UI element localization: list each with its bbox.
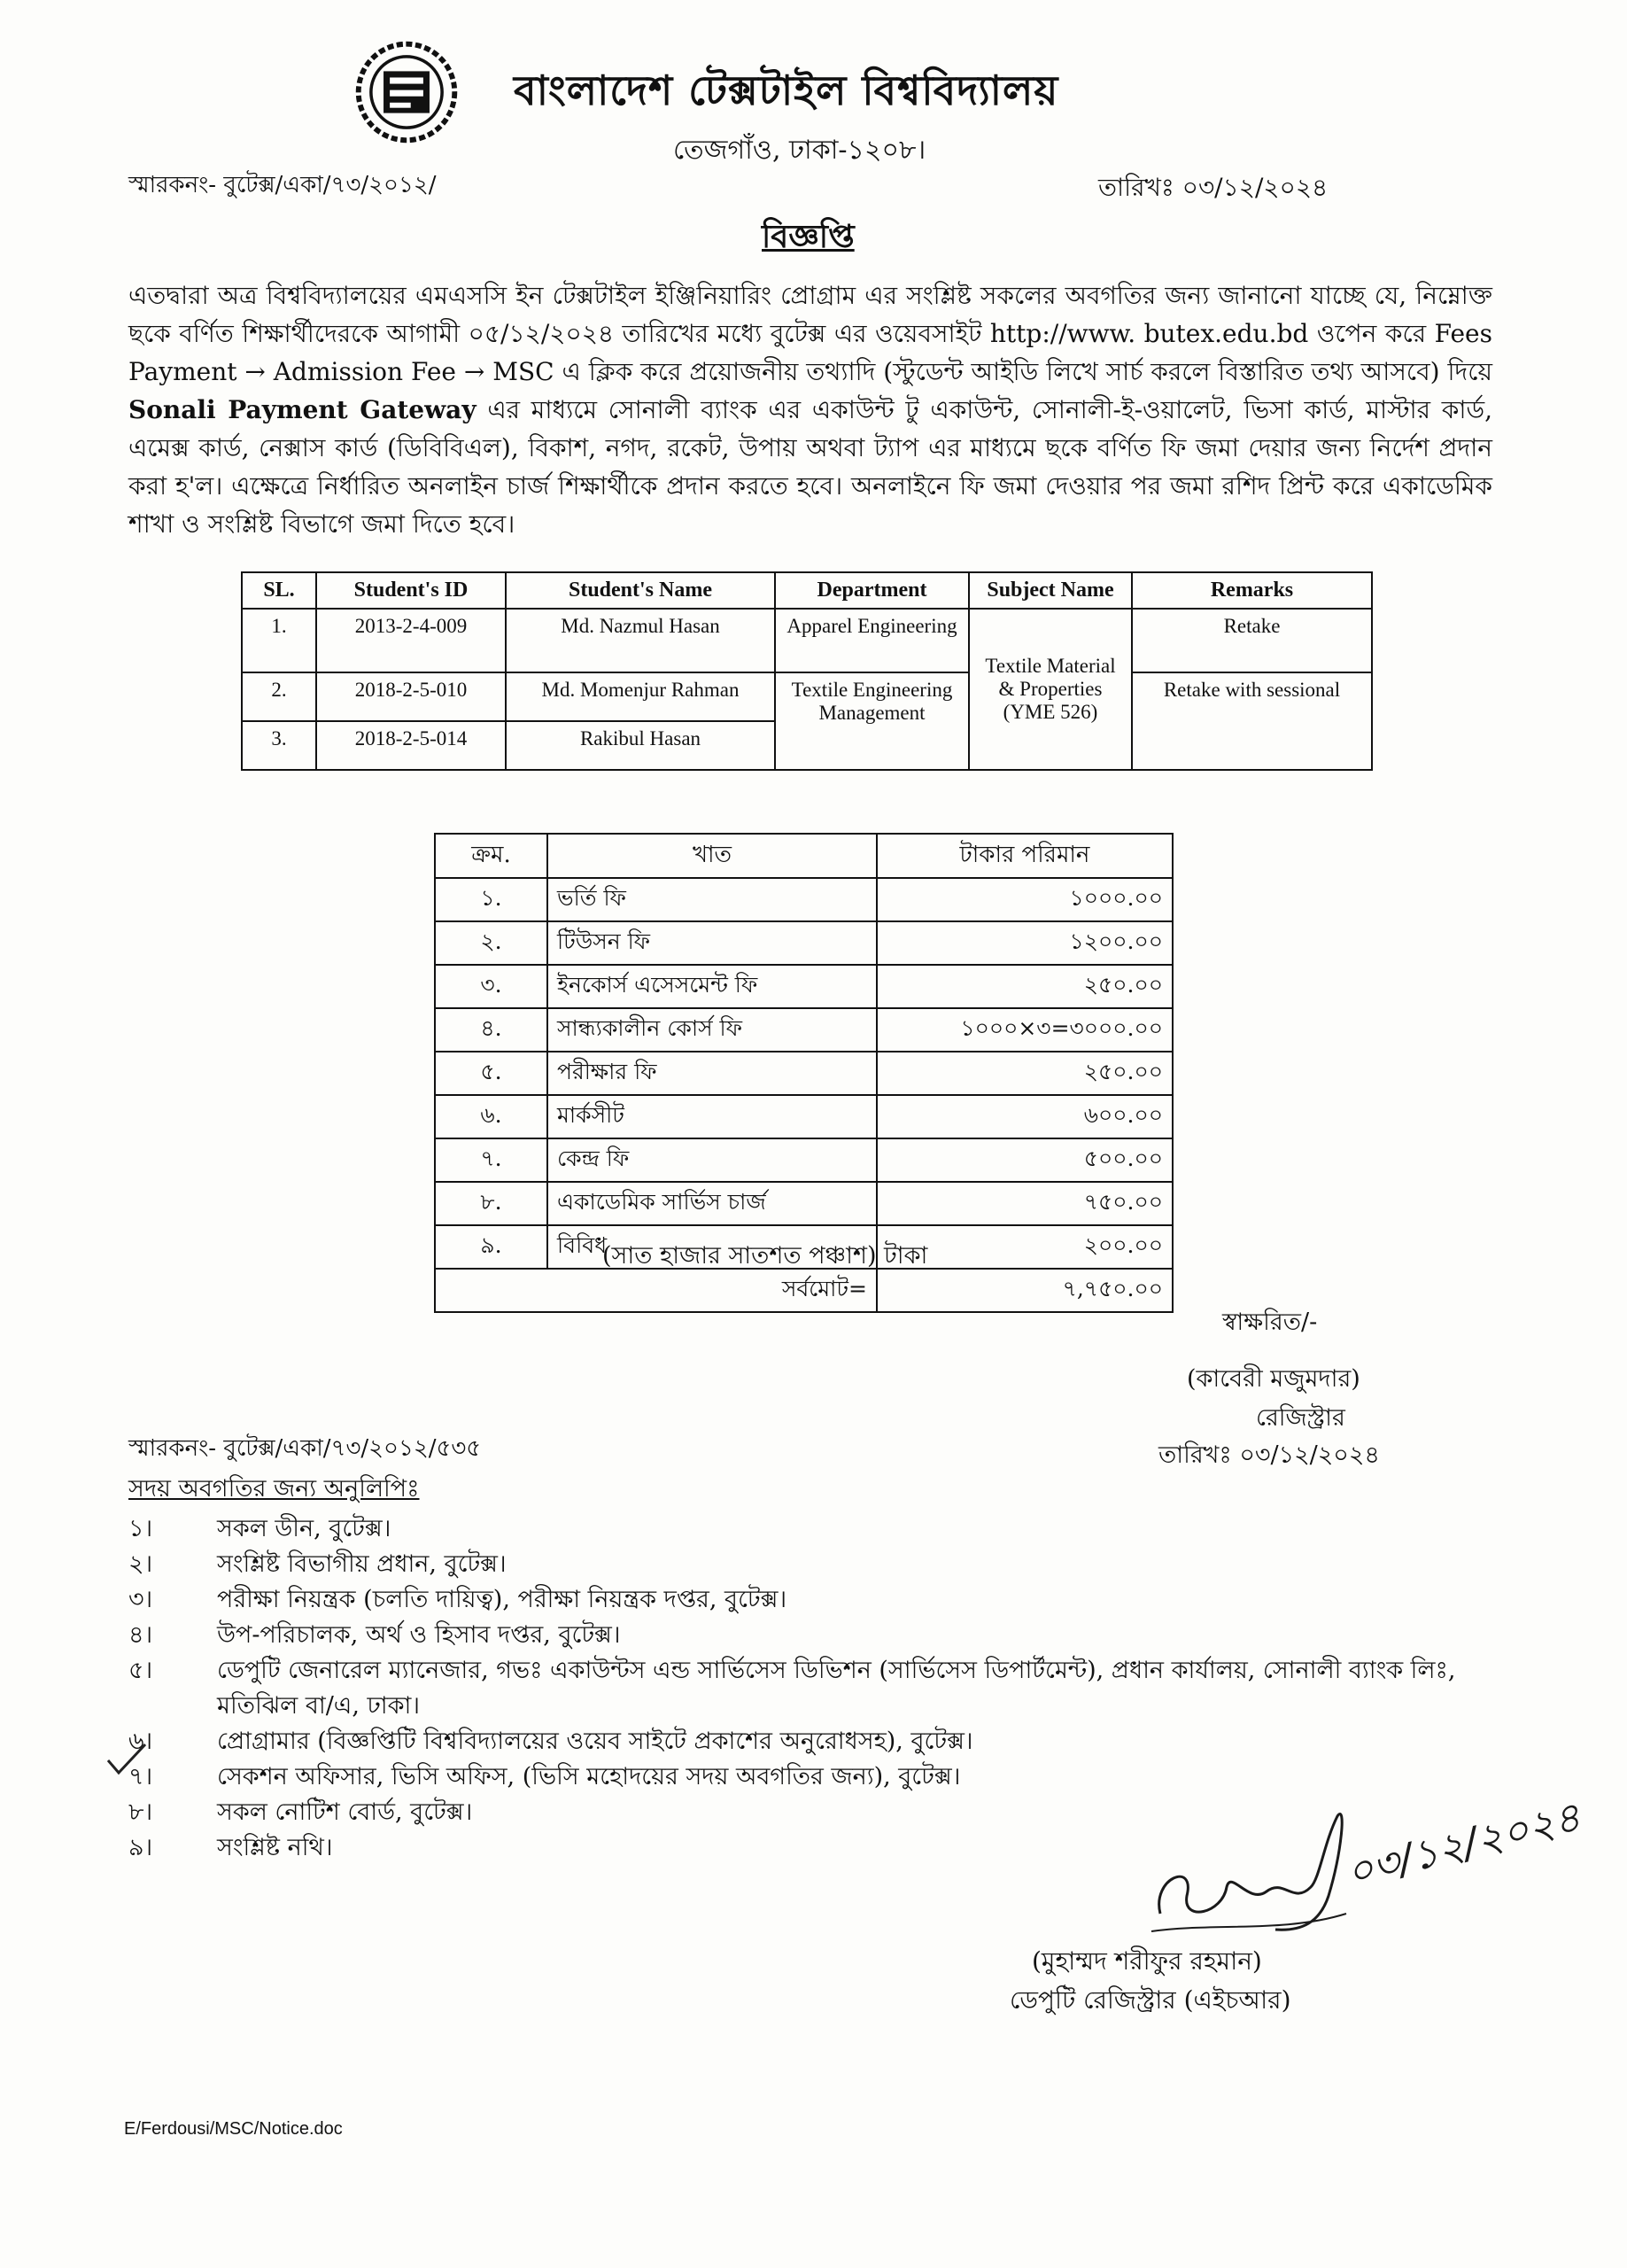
cell-department: Apparel Engineering	[775, 609, 969, 672]
col-header-subject: Subject Name	[969, 572, 1132, 609]
table-row	[435, 1182, 1173, 1225]
col-header-item: খাত	[547, 834, 877, 878]
list-item-text: ডেপুটি জেনারেল ম্যানেজার, গভঃ একাউন্টস এন্ড সার্ভিসেস ডিভিশন (সার্ভিসেস ডিপার্টমেন্ট), প্রধান কার্যালয়, সোনালী ব্যাংক লিঃ, মতিঝিল বা/এ, ঢাকা।	[217, 1657, 1456, 1720]
university-name: বাংলাদেশ টেক্সটাইল বিশ্ববিদ্যালয়	[514, 66, 1059, 114]
list-item	[128, 1511, 1510, 1547]
signed-label: স্বাক্ষরিত/-	[1222, 1309, 1318, 1336]
cell-item: বিবিধ	[547, 1225, 877, 1269]
list-item	[128, 1547, 1510, 1582]
list-item-number: ১।	[128, 1515, 153, 1542]
cell-amount: ৭৫০.০০	[877, 1182, 1173, 1225]
cell-sl: 2.	[242, 672, 316, 721]
list-item	[128, 1582, 1510, 1618]
list-item-number: ৪।	[128, 1621, 153, 1649]
students-table	[241, 571, 1373, 771]
list-item	[128, 1653, 1510, 1724]
copy-memo-number: স্মারকনং- বুটেক্স/একা/৭৩/২০১২/৫৩৫	[128, 1435, 482, 1462]
table-row	[242, 672, 1372, 721]
cell-amount: ১২০০.০০	[877, 921, 1173, 965]
cell-amount: ১০০০×৩=৩০০০.০০	[877, 1008, 1173, 1052]
cell-serial: ৬.	[435, 1095, 547, 1138]
cell-sl: 1.	[242, 609, 316, 672]
cell-remarks: Retake with sessional	[1132, 672, 1372, 770]
cell-serial: ১.	[435, 878, 547, 921]
table-row	[435, 921, 1173, 965]
cell-remarks: Retake	[1132, 609, 1372, 672]
deputy-registrar-designation: ডেপুটি রেজিস্ট্রার (এইচআর)	[1010, 1985, 1291, 2015]
registrar-name: (কাবেরী মজুমদার)	[1187, 1365, 1360, 1393]
handwritten-signature	[1143, 1781, 1585, 1958]
cell-serial: ৯.	[435, 1225, 547, 1269]
cell-student-id: 2018-2-5-014	[316, 721, 506, 770]
checkmark-icon	[105, 1743, 149, 1778]
cell-student-name: Rakibul Hasan	[506, 721, 775, 770]
notice-title: বিজ্ঞপ্তি	[762, 218, 855, 255]
table-header-row	[435, 834, 1173, 878]
cell-amount: ২৫০.০০	[877, 965, 1173, 1008]
list-item-text: সংশ্লিষ্ট নথি।	[217, 1834, 333, 1861]
list-item-number: ৬।	[128, 1728, 153, 1755]
cell-serial: ২.	[435, 921, 547, 965]
cell-serial: ৫.	[435, 1052, 547, 1095]
cell-student-name: Md. Nazmul Hasan	[506, 609, 775, 672]
cell-item: ভর্তি ফি	[547, 878, 877, 921]
table-row	[435, 1052, 1173, 1095]
table-row	[435, 965, 1173, 1008]
cell-subject: Textile Material & Properties (YME 526)	[969, 609, 1132, 770]
copy-title: সদয় অবগতির জন্য অনুলিপিঃ	[128, 1475, 420, 1503]
list-item-text: সেকশন অফিসার, ভিসি অফিস, (ভিসি মহোদয়ের সদয় অবগতির জন্য), বুটেক্স।	[217, 1763, 961, 1790]
cell-item: একাডেমিক সার্ভিস চার্জ	[547, 1182, 877, 1225]
col-header-sl: SL.	[242, 572, 316, 609]
handwritten-date: ০৩/১২/২০২৪	[1341, 1791, 1585, 1897]
list-item-text: প্রোগ্রামার (বিজ্ঞপ্তিটি বিশ্ববিদ্যালয়ের ওয়েব সাইটে প্রকাশের অনুরোধসহ), বুটেক্স।	[217, 1728, 973, 1755]
registrar-designation: রেজিস্ট্রার	[1256, 1404, 1345, 1432]
list-item-number: ৩।	[128, 1586, 153, 1613]
list-item-text: পরীক্ষা নিয়ন্ত্রক (চলতি দায়িত্ব), পরীক্ষা নিয়ন্ত্রক দপ্তর, বুটেক্স।	[217, 1586, 787, 1613]
cell-serial: ৭.	[435, 1138, 547, 1182]
cell-item: সান্ধ্যকালীন কোর্স ফি	[547, 1008, 877, 1052]
cell-amount: ৬০০.০০	[877, 1095, 1173, 1138]
cell-item: মার্কসীট	[547, 1095, 877, 1138]
cell-student-name: Md. Momenjur Rahman	[506, 672, 775, 721]
list-item	[128, 1618, 1510, 1653]
table-row	[435, 1008, 1173, 1052]
notice-body	[128, 276, 1492, 543]
table-row	[242, 609, 1372, 672]
list-item-text: সকল ডীন, বুটেক্স।	[217, 1515, 391, 1542]
list-item-text: উপ-পরিচালক, অর্থ ও হিসাব দপ্তর, বুটেক্স।	[217, 1621, 621, 1649]
cell-serial: ৪.	[435, 1008, 547, 1052]
list-item	[128, 1724, 1510, 1759]
cell-department: Textile Engineering Management	[775, 672, 969, 770]
list-item-number: ৭।	[128, 1763, 153, 1790]
payment-gateway-name: Sonali Payment Gateway	[128, 395, 476, 424]
file-path-footer: E/Ferdousi/MSC/Notice.doc	[124, 2119, 343, 2139]
col-header-remarks: Remarks	[1132, 572, 1372, 609]
col-header-serial: ক্রম.	[435, 834, 547, 878]
col-header-student-name: Student's Name	[506, 572, 775, 609]
university-address: তেজগাঁও, ঢাকা-১২০৮।	[673, 135, 926, 166]
cell-amount: ৫০০.০০	[877, 1138, 1173, 1182]
university-crest-icon	[354, 40, 459, 144]
table-row	[435, 1095, 1173, 1138]
total-amount: ৭,৭৫০.০০	[877, 1269, 1173, 1312]
cell-student-id: 2018-2-5-010	[316, 672, 506, 721]
cell-item: কেন্দ্র ফি	[547, 1138, 877, 1182]
table-row	[435, 1138, 1173, 1182]
notice-date: তারিখঃ ০৩/১২/২০২৪	[1098, 173, 1329, 202]
total-label: সর্বমোট=	[435, 1269, 877, 1312]
cell-amount: ২৫০.০০	[877, 1052, 1173, 1095]
col-header-department: Department	[775, 572, 969, 609]
notice-body-part1: এতদ্বারা অত্র বিশ্ববিদ্যালয়ের এমএসসি ইন টেক্সটাইল ইঞ্জিনিয়ারিং প্রোগ্রাম এর সংশ্লিষ্ট সকলের অবগতির জন্য জানানো যাচ্ছে যে, নিম্নোক্ত ছকে বর্ণিত শিক্ষার্থীদেরকে আগামী ০৫/১২/২০২৪ তারিখের মধ্যে বুটেক্স এর ওয়েবসাইট http://www. butex.edu.bd ওপেন করে Fees Payment → Admission Fee → MSC এ ক্লিক করে প্রয়োজনীয় তথ্যাদি (স্টুডেন্ট আইডি লিখে সার্চ করলে বিস্তারিত তথ্য আসবে) দিয়ে	[128, 281, 1492, 386]
list-item-text: সকল নোটিশ বোর্ড, বুটেক্স।	[217, 1798, 473, 1826]
col-header-amount: টাকার পরিমান	[877, 834, 1173, 878]
amount-in-words: (সাত হাজার সাতশত পঞ্চাশ) টাকা	[602, 1242, 928, 1270]
cell-item: ইনকোর্স এসেসমেন্ট ফি	[547, 965, 877, 1008]
list-item-number: ২।	[128, 1550, 153, 1578]
cell-sl: 3.	[242, 721, 316, 770]
cell-amount: ১০০০.০০	[877, 878, 1173, 921]
col-header-student-id: Student's ID	[316, 572, 506, 609]
notice-body-part2: এর মাধ্যমে সোনালী ব্যাংক এর একাউন্ট টু একাউন্ট, সোনালী-ই-ওয়ালেট, ভিসা কার্ড, মাস্টার কার্ড, এমেক্স কার্ড, নেক্সাস কার্ড (ডিবিবিএল), বিকাশ, নগদ, রকেট, উপায় অথবা ট্যাপ এর মাধ্যমে ছকে বর্ণিত ফি জমা দেয়ার জন্য নির্দেশ প্রদান করা হ'ল। এক্ষেত্রে নির্ধারিত অনলাইন চার্জ শিক্ষার্থীকে প্রদান করতে হবে। অনলাইনে ফি জমা দেওয়ার পর জমা রশিদ প্রিন্ট করে একাডেমিক শাখা ও সংশ্লিষ্ট বিভাগে জমা দিতে হবে।	[128, 395, 1492, 539]
cell-serial: ৮.	[435, 1182, 547, 1225]
list-item-text: সংশ্লিষ্ট বিভাগীয় প্রধান, বুটেক্স।	[217, 1550, 507, 1578]
cell-amount: ২০০.০০	[877, 1225, 1173, 1269]
deputy-registrar-name: (মুহাম্মদ শরীফুর রহমান)	[1032, 1946, 1262, 1976]
list-item-number: ৯।	[128, 1834, 153, 1861]
list-item-number: ৮।	[128, 1798, 153, 1826]
table-row	[435, 878, 1173, 921]
table-header-row	[242, 572, 1372, 609]
cell-item: টিউসন ফি	[547, 921, 877, 965]
registrar-date: তারিখঃ ০৩/১২/২০২৪	[1158, 1441, 1380, 1469]
cell-student-id: 2013-2-4-009	[316, 609, 506, 672]
cell-item: পরীক্ষার ফি	[547, 1052, 877, 1095]
memo-number: স্মারকনং- বুটেক্স/একা/৭৩/২০১২/	[128, 172, 437, 198]
list-item-number: ৫।	[128, 1657, 153, 1684]
cell-serial: ৩.	[435, 965, 547, 1008]
